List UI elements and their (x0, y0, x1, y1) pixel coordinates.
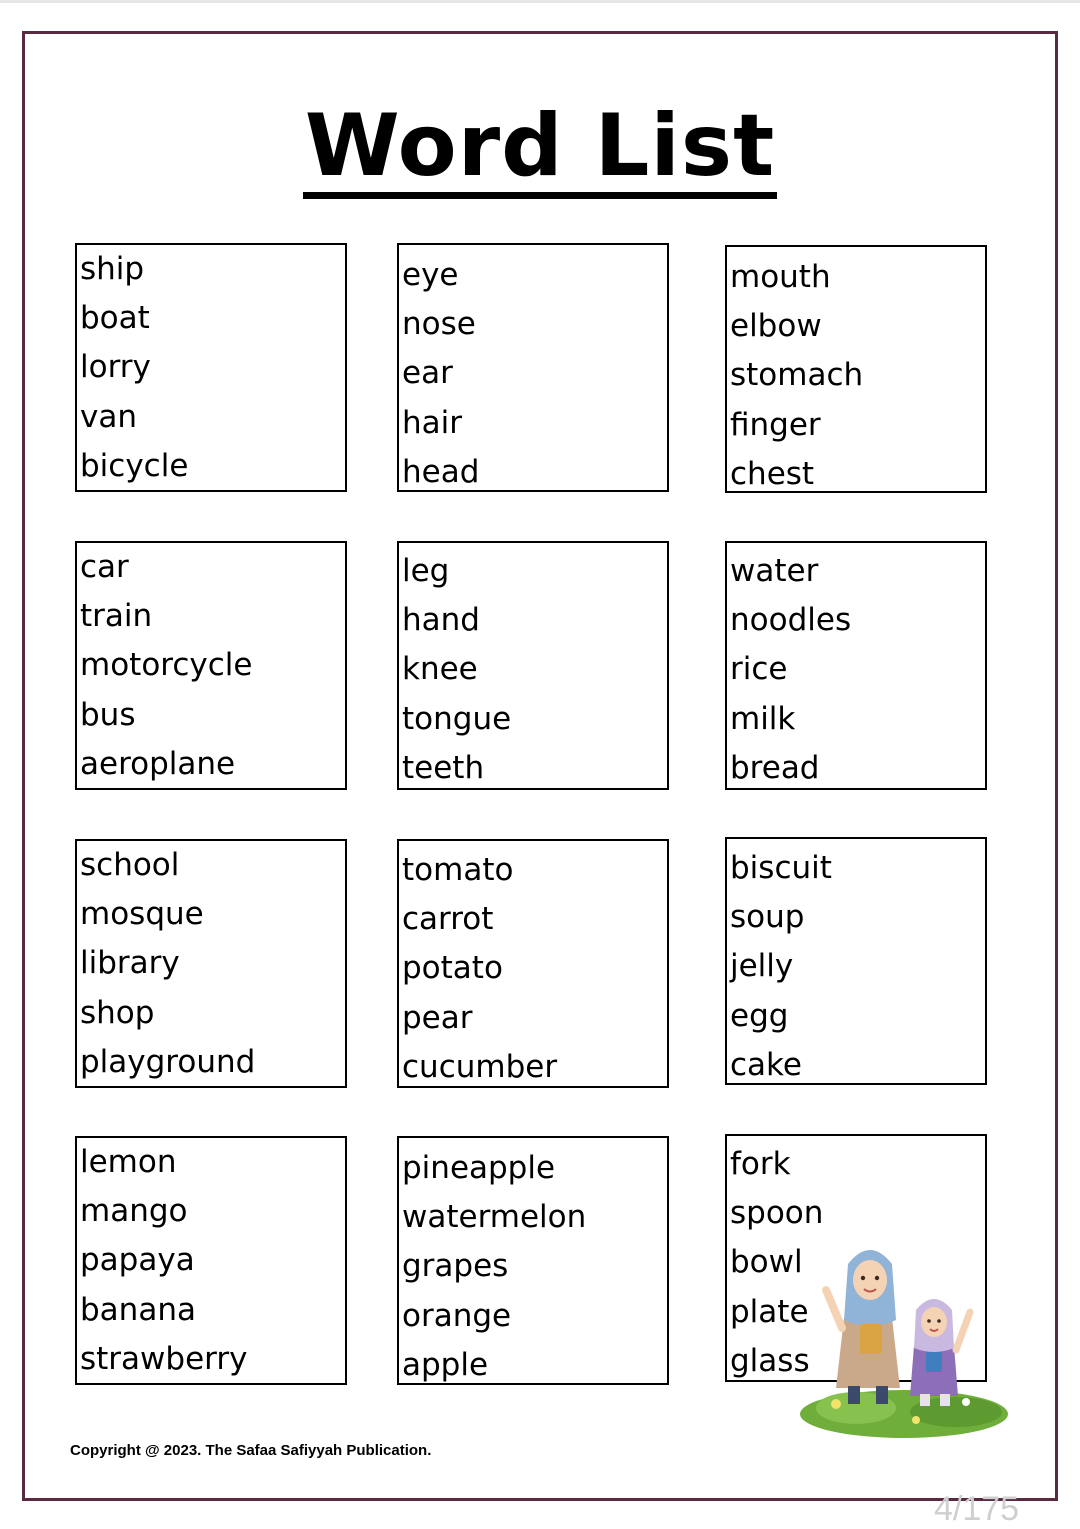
word-item: eye (402, 257, 459, 293)
word-item: ear (402, 355, 453, 392)
word-item: car (80, 549, 129, 585)
word-item: biscuit (730, 850, 832, 886)
word-item: apple (402, 1346, 489, 1383)
word-item: teeth (402, 749, 485, 786)
copyright-notice: Copyright @ 2023. The Safaa Safiyyah Publication. (70, 1442, 432, 1459)
word-item: water (730, 553, 819, 589)
word-item: papaya (80, 1242, 195, 1279)
word-item: banana (80, 1291, 196, 1328)
word-item: pear (402, 999, 473, 1036)
word-item: jelly (730, 948, 794, 985)
word-item: lorry (80, 349, 151, 386)
word-item: knee (402, 651, 478, 688)
word-item: ship (80, 251, 145, 287)
word-item: potato (402, 950, 503, 987)
word-item: aeroplane (80, 745, 236, 782)
word-item: mouth (730, 259, 831, 295)
title-text: Word List (303, 100, 777, 199)
two-girls-waving-icon (796, 1228, 1012, 1442)
word-item: milk (730, 700, 796, 737)
word-item: nose (402, 306, 476, 343)
word-item: mango (80, 1193, 188, 1230)
word-item: stomach (730, 357, 864, 394)
word-item: head (402, 453, 480, 490)
word-box-9 (725, 837, 987, 1085)
word-item: bread (730, 749, 820, 786)
word-item: fork (730, 1146, 791, 1182)
page-title (0, 96, 1080, 199)
word-box-11 (397, 1136, 669, 1385)
word-item: rice (730, 651, 788, 688)
word-item: tongue (402, 700, 512, 737)
word-item: grapes (402, 1248, 509, 1285)
top-divider (0, 0, 1080, 3)
word-item: playground (80, 1043, 256, 1080)
word-item: egg (730, 997, 789, 1034)
word-item: motorcycle (80, 647, 253, 684)
word-item: plate (730, 1293, 809, 1330)
word-item: hair (402, 404, 463, 441)
word-item: strawberry (80, 1340, 248, 1377)
word-item: finger (730, 406, 821, 443)
word-item: soup (730, 899, 805, 936)
page-indicator: 4/175 (934, 1490, 1020, 1528)
word-item: cake (730, 1046, 802, 1083)
word-item: elbow (730, 308, 822, 345)
word-box-5 (397, 541, 669, 790)
word-item: library (80, 945, 180, 982)
word-box-10 (75, 1136, 347, 1385)
word-item: bowl (730, 1244, 803, 1281)
word-box-1 (75, 243, 347, 492)
word-box-7 (75, 839, 347, 1088)
word-item: watermelon (402, 1199, 587, 1236)
word-box-6 (725, 541, 987, 790)
word-item: mosque (80, 896, 204, 933)
word-item: cucumber (402, 1048, 558, 1085)
word-item: shop (80, 994, 155, 1031)
word-item: leg (402, 553, 450, 589)
word-box-2 (397, 243, 669, 492)
word-item: tomato (402, 852, 514, 888)
word-item: bus (80, 696, 136, 733)
word-item: train (80, 598, 153, 635)
word-item: carrot (402, 901, 494, 938)
word-item: glass (730, 1342, 810, 1379)
word-item: spoon (730, 1195, 824, 1232)
word-box-8 (397, 839, 669, 1088)
word-item: orange (402, 1297, 512, 1334)
word-item: lemon (80, 1144, 177, 1180)
word-item: bicycle (80, 447, 189, 484)
word-item: chest (730, 455, 815, 492)
word-item: pineapple (402, 1150, 556, 1186)
word-box-4 (75, 541, 347, 790)
word-box-3 (725, 245, 987, 493)
word-item: school (80, 847, 180, 883)
word-item: van (80, 398, 137, 435)
word-item: noodles (730, 602, 852, 639)
word-item: boat (80, 300, 150, 337)
word-item: hand (402, 602, 480, 639)
